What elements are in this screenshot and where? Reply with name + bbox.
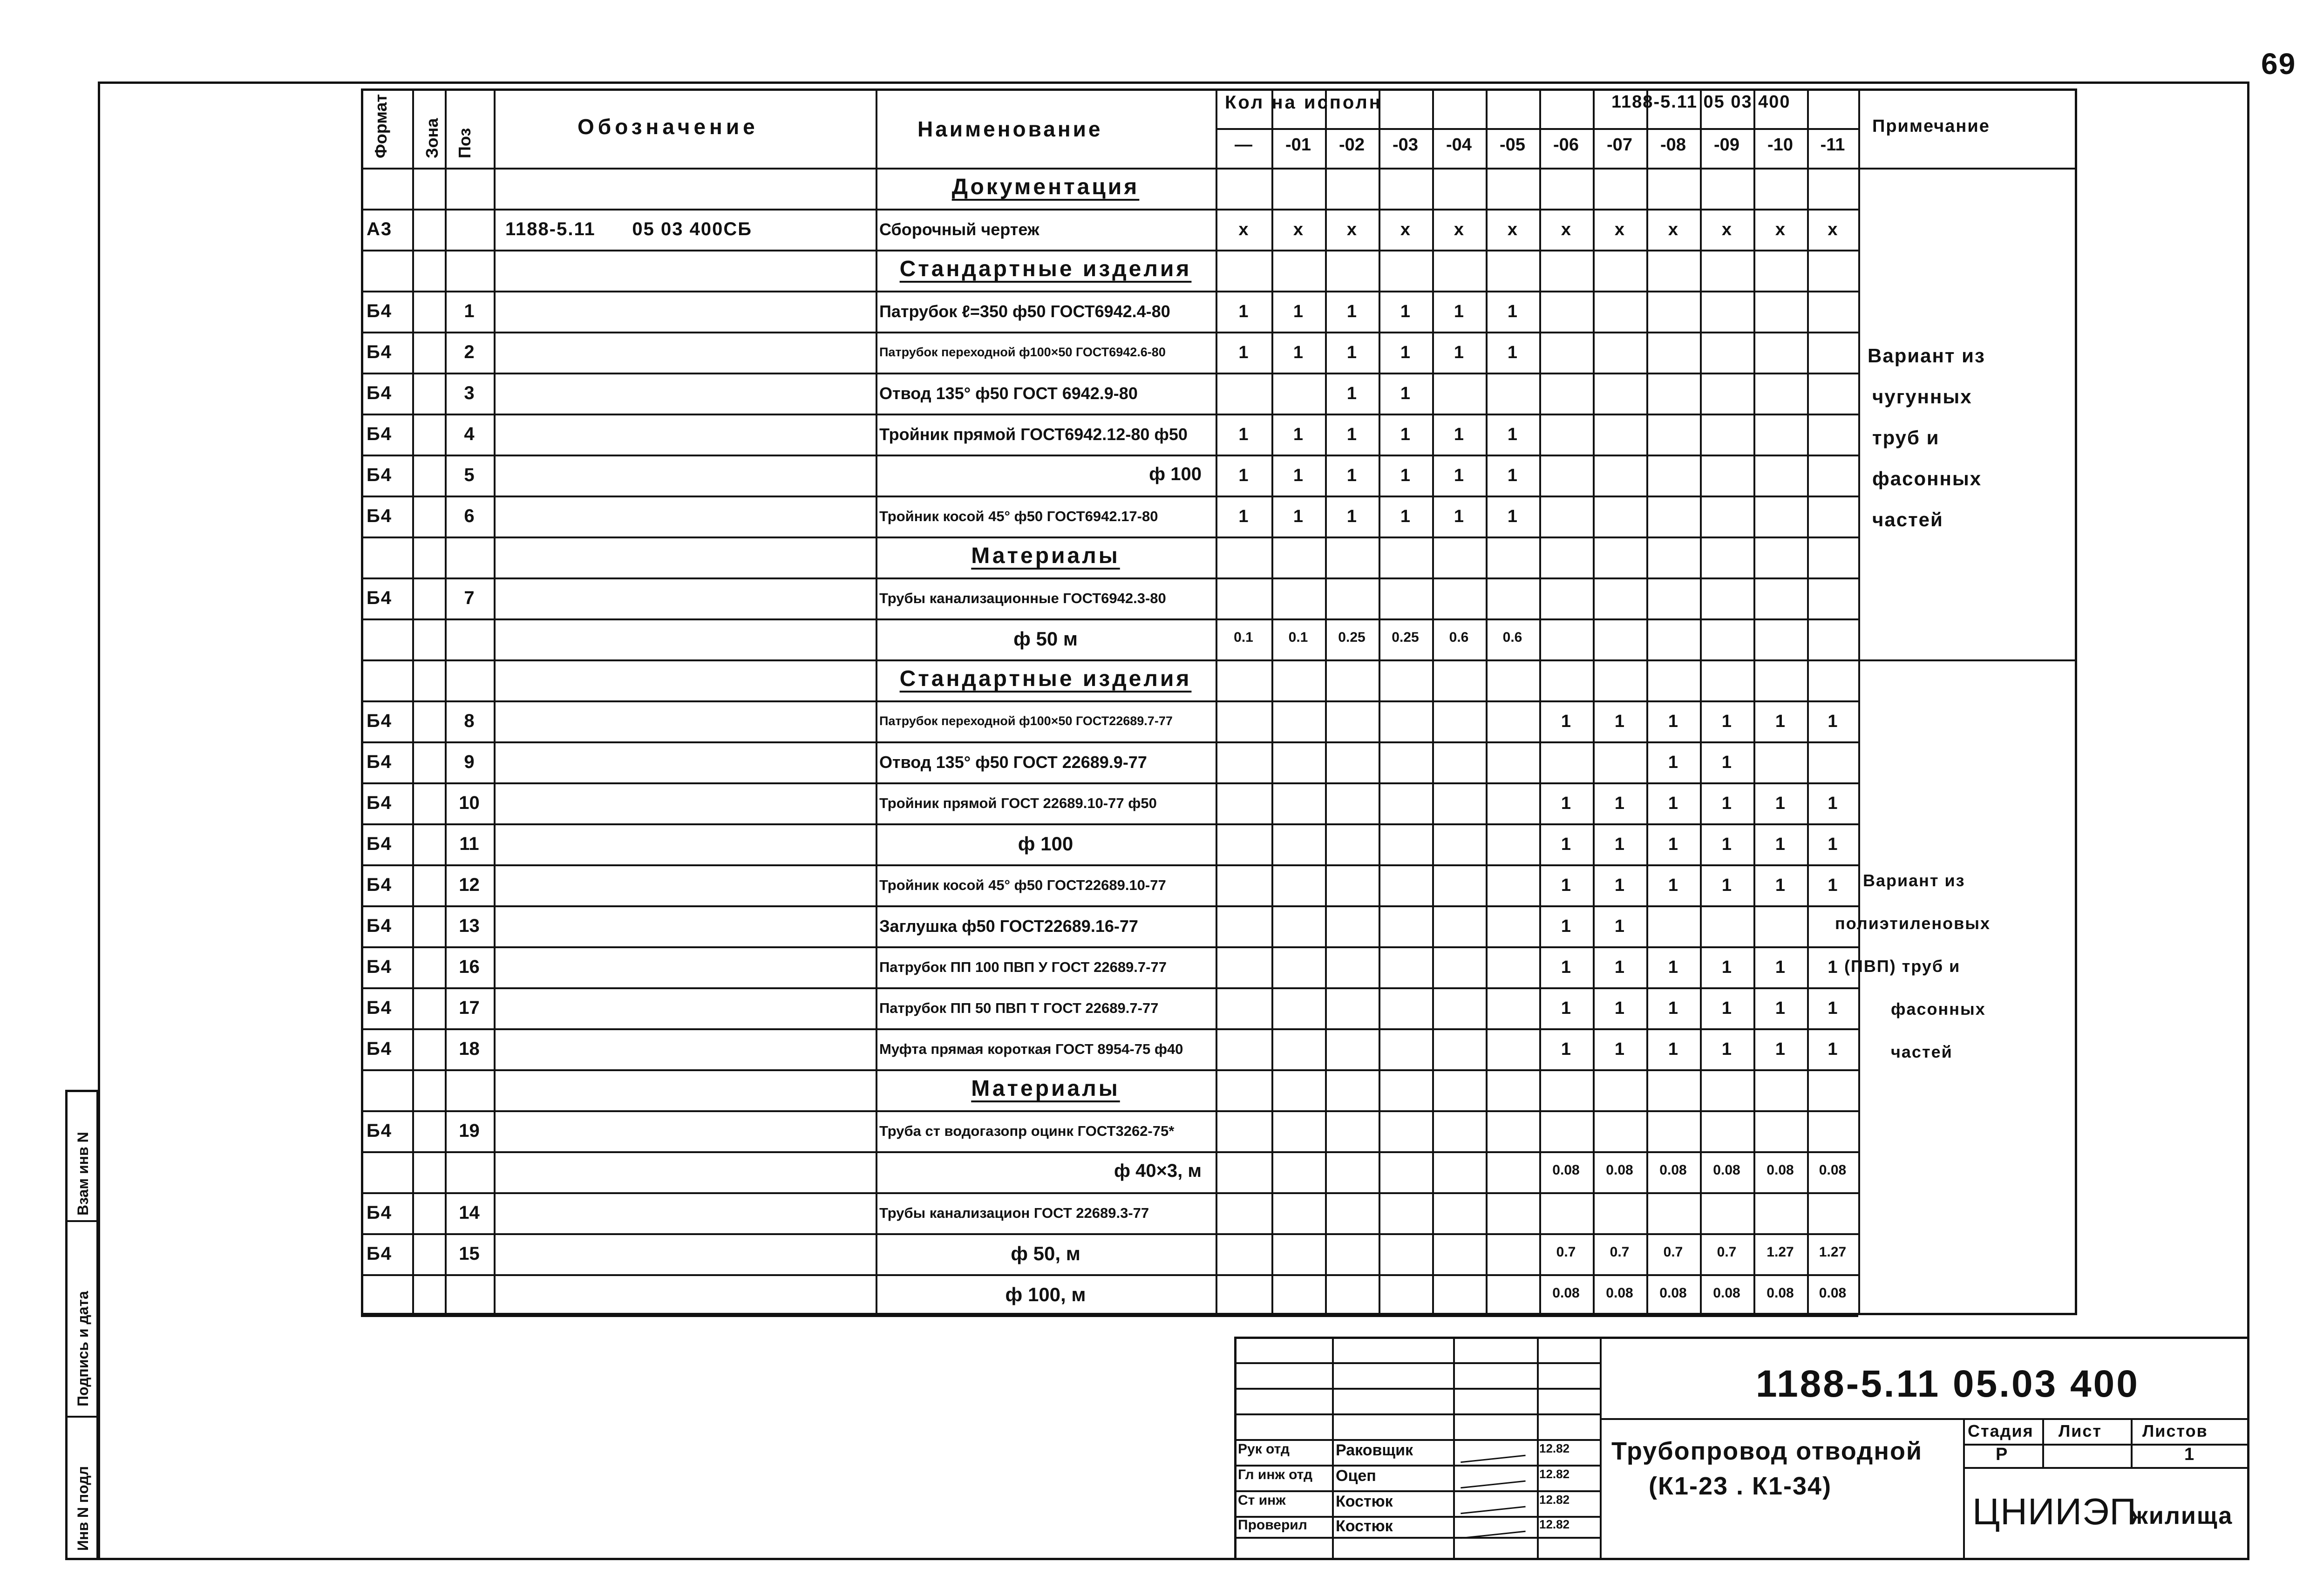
row-format: Б4 [367,711,392,731]
qty-value: 0.1 [1234,630,1253,645]
qty-value: 1 [1614,794,1625,813]
section-heading: Стандартные изделия [899,257,1192,281]
note-line: Вариант из [1863,871,1965,890]
grid-line [361,537,1858,538]
grid-line [361,1028,1858,1030]
side-divider [65,1416,99,1418]
qty-value: 1 [1400,343,1411,362]
qty-value: x [1346,220,1357,239]
grid-line [361,168,1858,170]
qty-value: 1 [1400,302,1411,321]
row-name: Трубы канализацион ГОСТ 22689.3-77 [879,1204,1149,1221]
qty-value: x [1507,220,1518,239]
grid-line [361,1233,1858,1235]
row-name: Патрубок переходной ф100×50 ГОСТ6942.6-80 [879,345,1166,359]
qty-value: 1 [1400,507,1411,526]
row-format: Б4 [367,342,392,362]
row-name: Отвод 135° ф50 ГОСТ 6942.9-80 [879,384,1138,403]
variant-header: — [1235,135,1252,155]
qty-header: Кол на исполн [1225,92,1382,113]
qty-value: 0.08 [1766,1285,1794,1301]
stamp-date: 12.82 [1539,1441,1570,1455]
variant-header: -11 [1820,135,1845,155]
row-format: Б4 [367,588,392,608]
grid-line [361,250,1858,251]
grid-line [361,823,1858,825]
side-divider [65,1220,99,1222]
row-name: Тройник прямой ГОСТ6942.12-80 ф50 [879,425,1188,444]
qty-value: 1 [1507,302,1518,321]
grid-line [361,414,1858,415]
row-position: 14 [459,1202,480,1223]
row-format: Б4 [367,916,392,936]
qty-value: 1 [1721,794,1732,813]
side-label-inventory: Инв N подл [75,1466,91,1551]
qty-value: 0.08 [1552,1162,1580,1178]
note-header: Примечание [1872,116,1990,136]
qty-value: 1 [1614,917,1625,936]
section-heading: Стандартные изделия [899,666,1192,691]
note-line: частей [1891,1042,1953,1061]
row-name: ф 50 м [1013,628,1078,650]
grid-line [361,1192,1858,1194]
qty-value: 1 [1668,958,1678,977]
sheets-label: Листов [2142,1421,2208,1440]
qty-value: 1 [1775,998,1786,1018]
row-position: 13 [459,916,480,936]
row-name: ф 100 [1149,464,1202,484]
pos-header: Поз [455,128,474,158]
section-heading: Документация [951,175,1140,199]
variant-header: -07 [1607,135,1632,155]
qty-value: 1 [1454,425,1464,444]
row-name: ф 100 [1018,833,1073,855]
qty-value: 0.6 [1449,630,1469,645]
qty-value: 0.25 [1392,630,1419,645]
row-format: Б4 [367,1121,392,1141]
qty-value: 1 [1668,712,1678,731]
row-position: 18 [459,1039,480,1059]
page-number: 69 [2261,47,2296,81]
qty-value: 0.08 [1659,1162,1687,1178]
side-label-signature: Подпись и дата [75,1291,91,1406]
row-name: Тройник прямой ГОСТ 22689.10-77 ф50 [879,795,1157,811]
row-position: 17 [459,998,480,1018]
stamp-title-line2: (К1-23 . К1-34) [1649,1472,1832,1500]
stamp-role: Ст инж [1238,1493,1286,1508]
qty-value: 1 [1668,876,1678,895]
grid-line [1858,659,2077,661]
note-line: полиэтиленовых [1835,914,1991,933]
row-name: ф 40×3, м [1114,1161,1202,1181]
qty-value: x [1293,220,1304,239]
row-format: Б4 [367,506,392,526]
row-format: Б4 [367,998,392,1018]
qty-value: 1 [1346,343,1357,362]
qty-value: 1.27 [1819,1244,1847,1260]
row-position: 6 [464,506,475,526]
row-name: Труба ст водогазопр оцинк ГОСТ3262-75* [879,1122,1175,1139]
row-format: А3 [367,219,393,239]
qty-value: 0.7 [1663,1244,1683,1260]
grid-line [361,987,1858,989]
row-name: ф 100, м [1005,1284,1086,1305]
variant-header: -08 [1660,135,1686,155]
qty-value: 0.08 [1713,1162,1740,1178]
qty-value: 1 [1828,712,1838,731]
variant-header: -09 [1714,135,1739,155]
qty-value: 1 [1238,466,1249,485]
qty-value: 1 [1775,794,1786,813]
qty-value: 1 [1775,835,1786,854]
qty-value: 1 [1668,794,1678,813]
qty-value: 1 [1828,876,1838,895]
qty-value: 1 [1614,958,1625,977]
qty-value: 1 [1346,425,1357,444]
qty-value: 1 [1238,507,1249,526]
qty-value: 0.08 [1713,1285,1740,1301]
row-name: Патрубок ПП 100 ПВП У ГОСТ 22689.7-77 [879,958,1167,975]
format-header: Формат [371,94,390,158]
stamp-role: Рук отд [1238,1441,1290,1457]
stamp-name: Костюк [1336,1493,1393,1510]
qty-value: 0.7 [1556,1244,1576,1260]
row-position: 11 [459,834,479,854]
row-position: 8 [464,711,475,731]
qty-value: 1 [1668,753,1678,772]
qty-value: x [1561,220,1571,239]
qty-value: 1 [1828,794,1838,813]
qty-value: 1 [1238,302,1249,321]
grid-line [361,373,1858,374]
row-name: Тройник косой 45° ф50 ГОСТ22689.10-77 [879,876,1166,893]
row-position: 7 [464,588,475,608]
qty-value: 1 [1721,998,1732,1018]
row-name: Отвод 135° ф50 ГОСТ 22689.9-77 [879,753,1147,772]
qty-value: 1 [1293,466,1304,485]
doc-code-header: 1188-5.11 05 03 400 [1611,92,1791,112]
row-position: 19 [459,1121,480,1141]
row-format: Б4 [367,424,392,444]
grid-line [361,1315,1858,1317]
row-format: Б4 [367,834,392,854]
qty-value: 1 [1238,343,1249,362]
row-format: Б4 [367,465,392,485]
designation-header: Обозначение [578,115,759,139]
row-position: 1 [464,301,475,321]
qty-value: x [1775,220,1786,239]
row-format: Б4 [367,1202,392,1223]
qty-value: 1 [1775,1039,1786,1059]
note-line: фасонных [1891,999,1986,1019]
qty-value: 1 [1293,343,1304,362]
row-name: ф 50, м [1011,1243,1080,1264]
note-line: фасонных [1872,468,1982,489]
qty-value: x [1454,220,1464,239]
qty-value: 1 [1507,507,1518,526]
row-format: Б4 [367,752,392,772]
qty-value: 0.1 [1288,630,1308,645]
grid-line [361,700,1858,702]
qty-value: 1 [1561,876,1571,895]
row-position: 10 [459,793,480,813]
qty-value: 1 [1828,998,1838,1018]
qty-value: 0.25 [1338,630,1366,645]
note-line: (ПВП) труб и [1844,957,1961,976]
row-format: Б4 [367,383,392,403]
row-name: Патрубок переходной ф100×50 ГОСТ22689.7-77 [879,713,1173,728]
grid-line [361,496,1858,497]
qty-value: 1 [1454,302,1464,321]
row-format: Б4 [367,793,392,813]
qty-value: 1.27 [1766,1244,1794,1260]
qty-value: 1 [1561,835,1571,854]
grid-line [361,946,1858,948]
variant-header: -04 [1446,135,1472,155]
qty-value: 1 [1400,425,1411,444]
variant-header: -01 [1285,135,1311,155]
row-format: Б4 [367,957,392,977]
grid-line [361,332,1858,333]
qty-value: 1 [1721,835,1732,854]
qty-value: 1 [1614,712,1625,731]
qty-value: 1 [1346,302,1357,321]
row-position: 5 [464,465,475,485]
grid-line [361,905,1858,907]
stamp-name: Оцеп [1336,1467,1376,1485]
qty-value: 1 [1400,384,1411,403]
qty-value: 1 [1293,507,1304,526]
qty-value: 1 [1238,425,1249,444]
grid-line [1858,88,1860,1315]
qty-value: 1 [1775,958,1786,977]
qty-value: 1 [1668,835,1678,854]
sheets-value: 1 [2184,1445,2195,1464]
qty-value: x [1400,220,1411,239]
qty-value: 0.08 [1819,1285,1847,1301]
qty-value: 1 [1507,425,1518,444]
stamp-date: 12.82 [1539,1493,1570,1507]
row-name: Заглушка ф50 ГОСТ22689.16-77 [879,917,1138,936]
section-heading: Материалы [971,543,1120,568]
qty-value: 0.7 [1610,1244,1630,1260]
note-line: Вариант из [1868,345,1985,367]
row-position: 4 [464,424,475,444]
qty-value: 1 [1346,384,1357,403]
qty-value: 1 [1561,1039,1571,1059]
qty-value: 1 [1454,466,1464,485]
stage-value: Р [1996,1445,2009,1464]
qty-value: 1 [1454,507,1464,526]
variant-header: -06 [1553,135,1579,155]
grid-line [361,659,1858,661]
qty-value: 1 [1561,917,1571,936]
grid-line [361,782,1858,784]
qty-value: 1 [1775,712,1786,731]
qty-value: 1 [1293,425,1304,444]
org-suffix: жилища [2131,1502,2233,1529]
qty-value: 1 [1614,876,1625,895]
stamp-name: Костюк [1336,1517,1393,1535]
qty-value: x [1238,220,1249,239]
qty-value: 1 [1614,835,1625,854]
qty-value: 1 [1346,507,1357,526]
stamp-date: 12.82 [1539,1517,1570,1531]
qty-value: x [1614,220,1625,239]
row-position: 12 [459,875,480,895]
qty-value: 1 [1614,998,1625,1018]
row-position: 3 [464,383,475,403]
variant-header: -05 [1500,135,1525,155]
variant-header: -03 [1393,135,1418,155]
qty-value: 1 [1400,466,1411,485]
qty-value: 1 [1828,835,1838,854]
stage-label: Стадия [1968,1421,2034,1440]
grid-line [361,618,1858,620]
row-position: 15 [459,1243,480,1264]
qty-value: 1 [1561,712,1571,731]
stamp-role: Гл инж отд [1238,1467,1312,1482]
grid-line [361,1110,1858,1112]
side-label-replace: Взам инв N [75,1132,91,1216]
qty-value: 0.08 [1659,1285,1687,1301]
section-heading: Материалы [971,1076,1120,1101]
qty-value: 1 [1721,876,1732,895]
stamp-role: Проверил [1238,1517,1307,1533]
stamp-date: 12.82 [1539,1467,1570,1481]
qty-value: 1 [1561,998,1571,1018]
qty-value: 1 [1668,998,1678,1018]
qty-value: 1 [1721,753,1732,772]
stamp-doc-number: 1188-5.11 05.03 400 [1756,1363,2140,1405]
grid-line [361,1069,1858,1071]
row-name: Патрубок ПП 50 ПВП Т ГОСТ 22689.7-77 [879,999,1159,1016]
variant-header: -02 [1339,135,1365,155]
row-format: Б4 [367,1039,392,1059]
row-name: Трубы канализационные ГОСТ6942.3-80 [879,590,1166,606]
qty-value: 1 [1828,958,1838,977]
qty-value: 1 [1293,302,1304,321]
qty-value: 0.6 [1502,630,1522,645]
qty-value: 1 [1454,343,1464,362]
row-format: Б4 [367,875,392,895]
grid-line [361,864,1858,866]
stamp-title-line1: Трубопровод отводной [1611,1437,1923,1465]
grid-line [1858,168,2077,170]
qty-value: 1 [1668,1039,1678,1059]
grid-line [361,577,1858,579]
row-format: Б4 [367,1243,392,1264]
qty-value: x [1668,220,1678,239]
qty-value: 1 [1721,712,1732,731]
qty-value: 1 [1721,1039,1732,1059]
qty-value: 0.08 [1606,1285,1633,1301]
qty-value: 1 [1721,958,1732,977]
qty-value: 1 [1507,466,1518,485]
qty-value: x [1828,220,1838,239]
qty-value: 1 [1561,958,1571,977]
row-position: 9 [464,752,475,772]
row-format: Б4 [367,301,392,321]
note-line: чугунных [1872,386,1972,407]
qty-value: 0.08 [1606,1162,1633,1178]
grid-line [361,291,1858,292]
stamp-name: Раковщик [1336,1441,1413,1459]
qty-value: 1 [1507,343,1518,362]
grid-line [1216,128,1858,130]
row-designation: 1188-5.11 05 03 400СБ [505,219,753,239]
org-name: ЦНИИЭП [1972,1491,2137,1532]
qty-value: 1 [1614,1039,1625,1059]
qty-value: 1 [1346,466,1357,485]
grid-line [361,741,1858,743]
qty-value: 1 [1561,794,1571,813]
grid-line [361,455,1858,456]
row-position: 16 [459,957,480,977]
zone-header: Зона [422,118,442,158]
variant-header: -10 [1767,135,1793,155]
row-name: Тройник косой 45° ф50 ГОСТ6942.17-80 [879,508,1158,524]
note-line: труб и [1872,427,1940,448]
row-name: Сборочный чертеж [879,220,1040,239]
qty-value: 1 [1775,876,1786,895]
name-header: Наименование [917,117,1103,141]
row-name: Муфта прямая короткая ГОСТ 8954-75 ф40 [879,1040,1183,1057]
qty-value: 0.7 [1717,1244,1737,1260]
note-line: частей [1872,509,1943,530]
grid-line [361,1274,1858,1276]
qty-value: 0.08 [1552,1285,1580,1301]
qty-value: 1 [1828,1039,1838,1059]
grid-line [361,1151,1858,1153]
qty-value: x [1721,220,1732,239]
grid-line [361,209,1858,211]
qty-value: 0.08 [1819,1162,1847,1178]
row-name: Патрубок ℓ=350 ф50 ГОСТ6942.4-80 [879,302,1170,321]
row-position: 2 [464,342,475,362]
sheet-label: Лист [2059,1421,2102,1440]
qty-value: 0.08 [1766,1162,1794,1178]
